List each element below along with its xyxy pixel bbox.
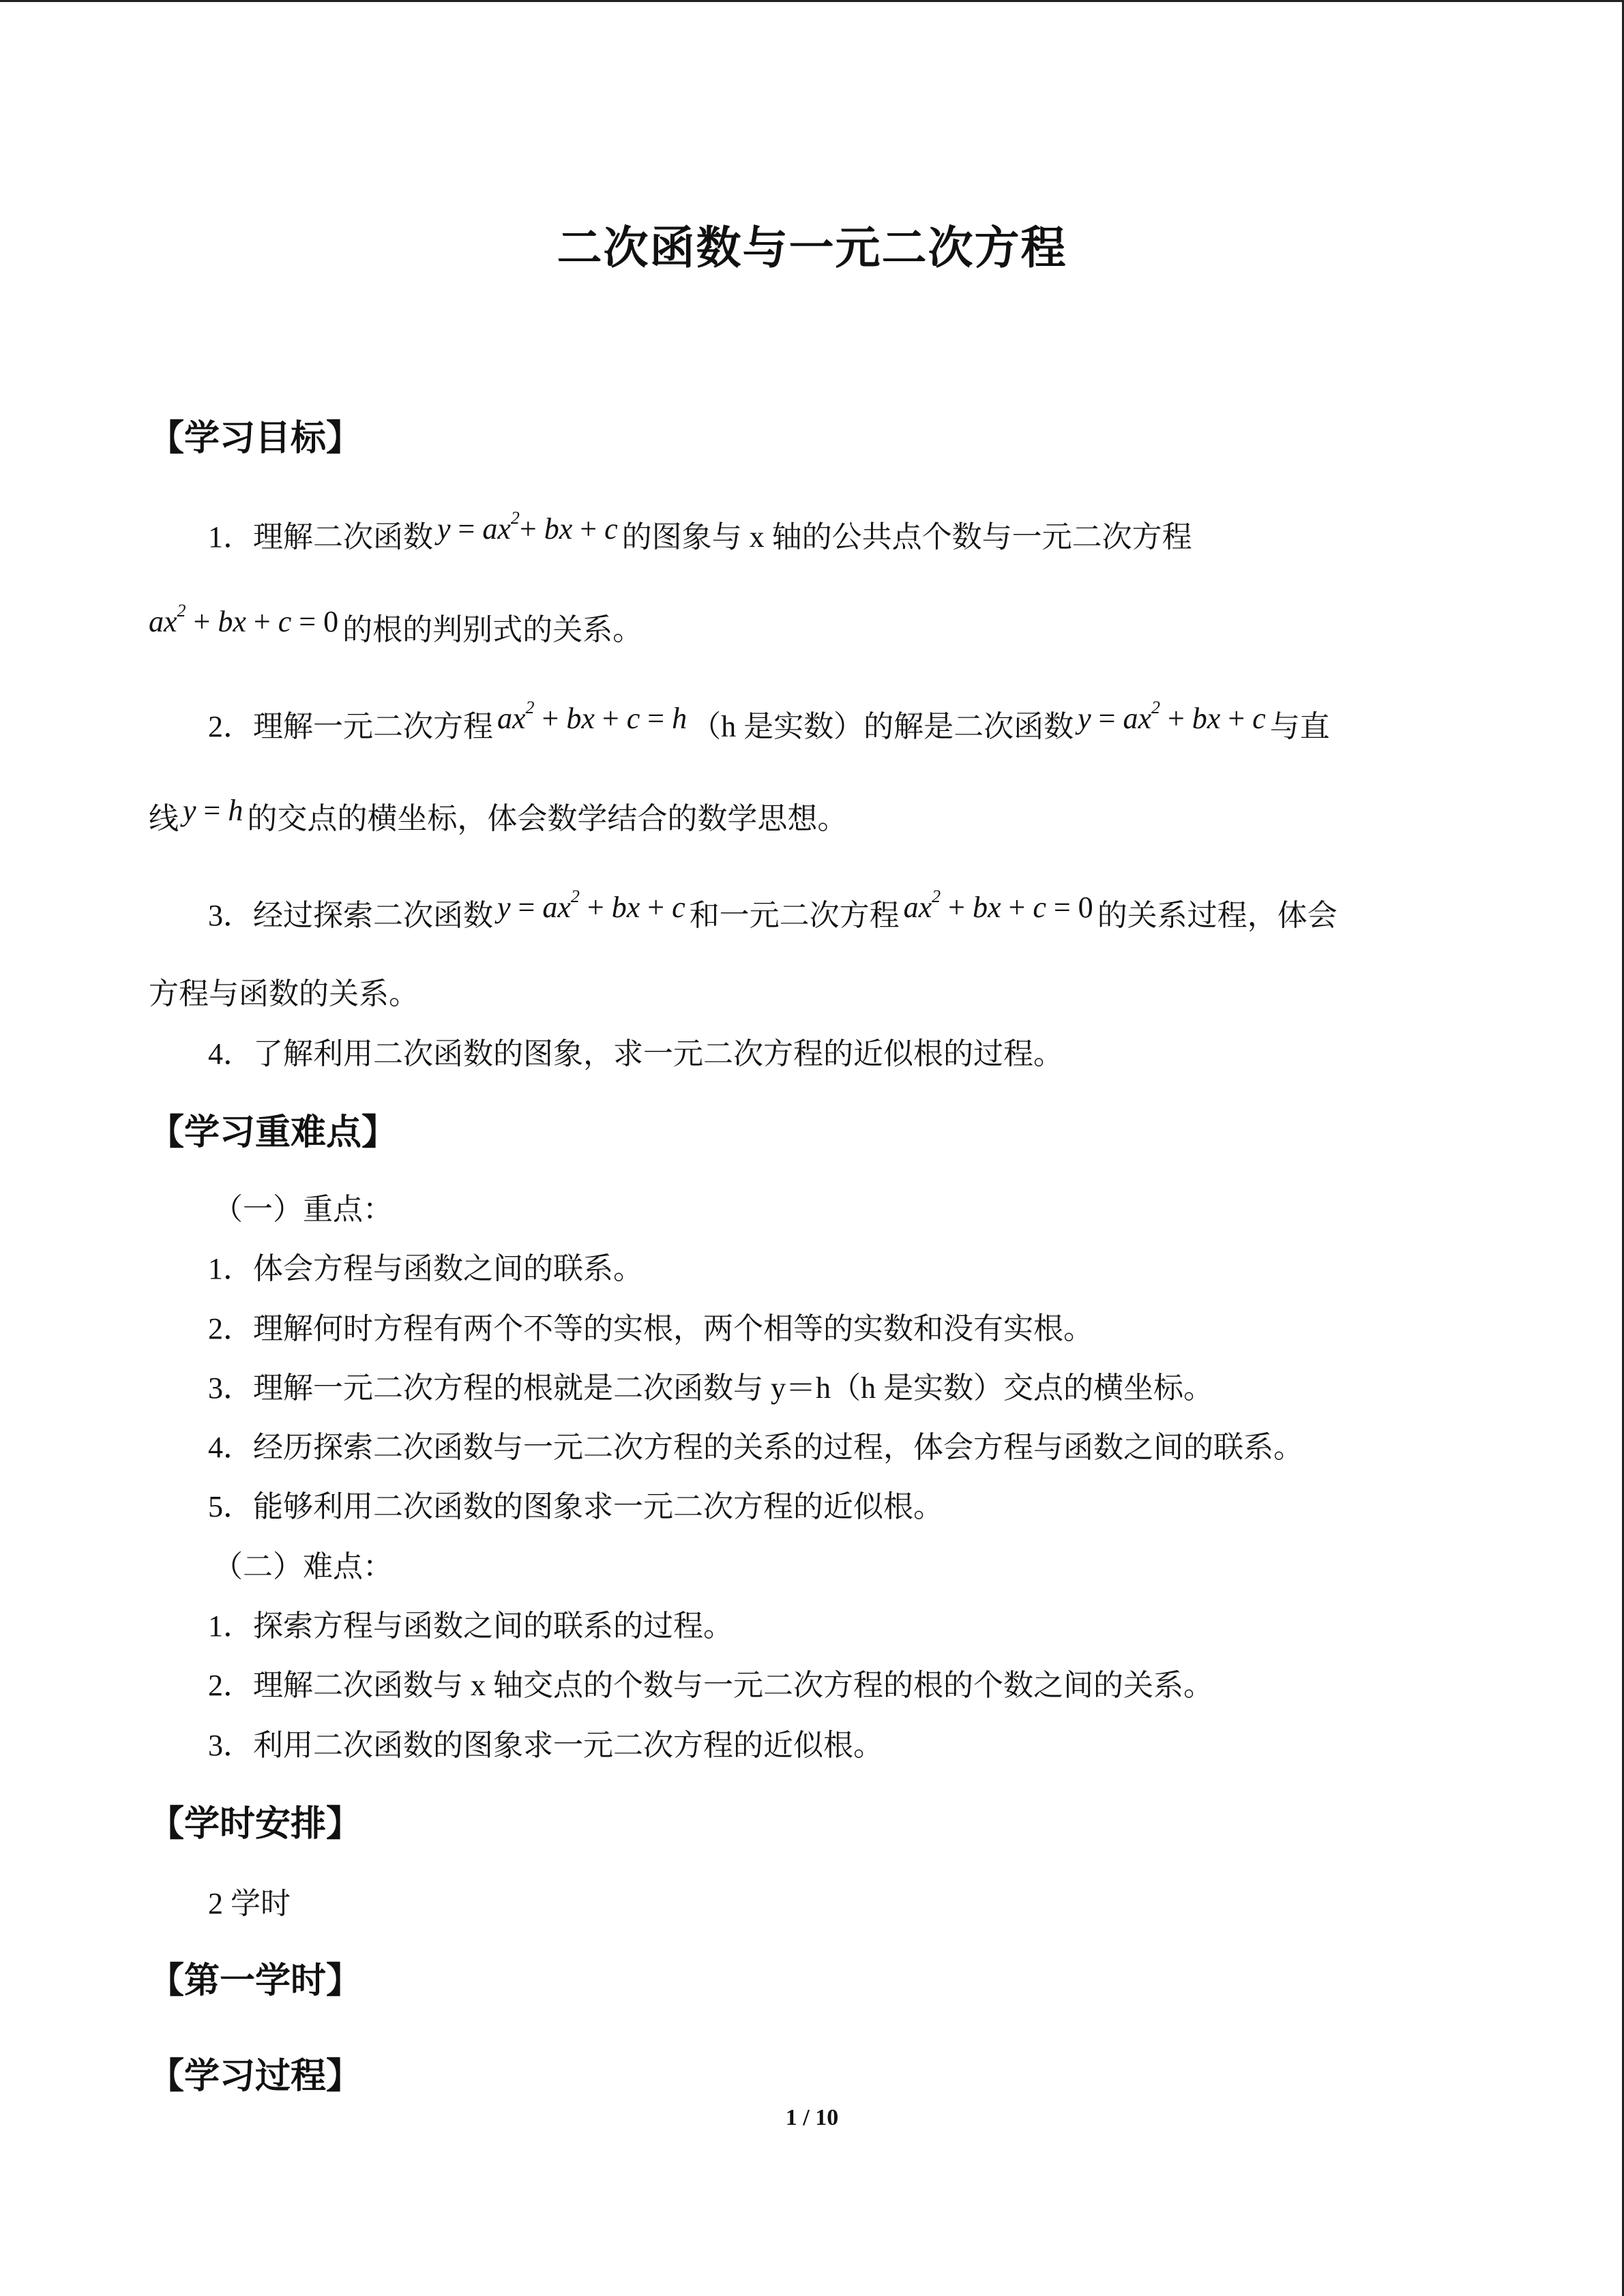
heading-process: 【学习过程】 — [149, 2057, 362, 2096]
emphasis-item-1: 1．体会方程与函数之间的联系。 — [208, 1252, 643, 1285]
objective-3-line-2: 方程与函数的关系。 — [149, 977, 419, 1011]
document-title: 二次函数与一元二次方程 — [557, 224, 1067, 273]
schedule-text: 2 学时 — [208, 1887, 291, 1920]
formula-equation-eq-h: $ax^2$ + bx + c = h — [497, 698, 688, 735]
objective-1-line-1 — [208, 508, 1192, 556]
objective-2-end: 与直 — [1269, 710, 1330, 743]
objective-2-line2-prefix: 线 — [149, 802, 179, 835]
objective-1-prefix: 1．理解二次函数 — [208, 520, 433, 554]
difficulty-label: （二）难点： — [213, 1550, 393, 1583]
objective-3-line-1 — [208, 886, 1338, 934]
heading-objectives: 【学习目标】 — [149, 419, 362, 458]
objective-1-tail: 的根的判别式的关系。 — [342, 613, 643, 646]
page-border-top — [0, 0, 1624, 2]
objective-3-mid: 和一元二次方程 — [689, 899, 900, 932]
objective-2-line-1 — [208, 698, 1330, 745]
objective-1-line-2 — [149, 601, 643, 648]
difficulty-item-3: 3．利用二次函数的图象求一元二次方程的近似根。 — [208, 1729, 883, 1762]
objective-1-mid: 的图象与 x 轴的公共点个数与一元二次方程 — [621, 520, 1192, 554]
difficulty-item-1: 1．探索方程与函数之间的联系的过程。 — [208, 1609, 733, 1643]
objective-3-end: 的关系过程，体会 — [1097, 899, 1338, 932]
emphasis-label: （一）重点： — [213, 1193, 393, 1226]
emphasis-item-3: 3．理解一元二次方程的根就是二次函数与 y＝h（h 是实数）交点的横坐标。 — [208, 1371, 1213, 1405]
formula-quadratic-function: $y = ax^2+$ bx + c — [437, 508, 618, 546]
formula-quadratic-function-2: $y = ax^2$ + bx + c — [1078, 698, 1266, 735]
objective-2-line-2 — [149, 794, 848, 837]
objective-2-line2-tail: 的交点的横坐标，体会数学结合的数学思想。 — [247, 802, 848, 835]
objective-4: 4．了解利用二次函数的图象，求一元二次方程的近似根的过程。 — [208, 1037, 1063, 1071]
emphasis-item-5: 5．能够利用二次函数的图象求一元二次方程的近似根。 — [208, 1490, 943, 1523]
difficulty-item-2: 2．理解二次函数与 x 轴交点的个数与一元二次方程的根的个数之间的关系。 — [208, 1669, 1213, 1702]
objective-3-prefix: 3．经过探索二次函数 — [208, 899, 493, 932]
heading-schedule: 【学时安排】 — [149, 1805, 362, 1844]
page-number: 1 / 10 — [785, 2105, 839, 2130]
formula-quadratic-equation: $ax^2$ + bx + c = 0 — [149, 601, 339, 638]
objective-2-mid: （h 是实数）的解是二次函数 — [691, 710, 1074, 743]
formula-line-y-eq-h: y = h — [183, 794, 243, 827]
formula-quadratic-function-3: $y = ax^2$ + bx + c — [497, 886, 685, 924]
heading-key-points: 【学习重难点】 — [149, 1114, 398, 1152]
formula-quadratic-equation-2: $ax^2$ + bx + c = 0 — [903, 886, 1093, 924]
emphasis-item-4: 4．经历探索二次函数与一元二次方程的关系的过程，体会方程与函数之间的联系。 — [208, 1431, 1303, 1464]
heading-first-period: 【第一学时】 — [149, 1962, 362, 2001]
objective-2-prefix: 2．理解一元二次方程 — [208, 710, 493, 743]
emphasis-item-2: 2．理解何时方程有两个不等的实根，两个相等的实数和没有实根。 — [208, 1312, 1093, 1345]
